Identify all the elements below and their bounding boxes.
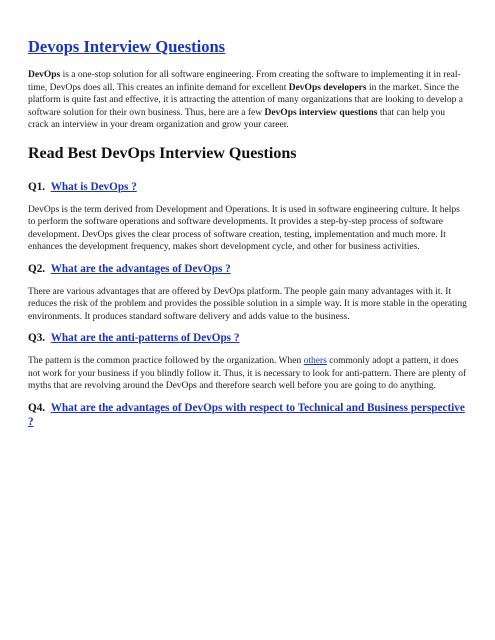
question-number: Q3. (28, 332, 46, 344)
question-link-q4[interactable]: What are the advantages of DevOps with respect to Technical and Business perspective ? (28, 401, 465, 428)
intro-text-1: is a one-stop solution for all software engineering. From creating the software to implementing it in real-time, DevOps does all. This creates an infinite demand for excellent (28, 70, 461, 93)
intro-bold-devops-developers: DevOps developers (288, 82, 367, 93)
answer-q2: There are various advantages that are offered by DevOps platform. The people gain many advantages with it. It reduces the risk of the problem and provides the possible solution in a simple way. It is more stable in the operating environments. It produces standard software delivery and adds value to the business. (28, 286, 467, 322)
intro-text-2: in the market. Since the platform is quite fast and effective, it is attracting the attention of many organizations that are looking to develop a software solution for their own business. Thus, here are a few (28, 82, 463, 118)
question-link-q3[interactable]: What are the anti-patterns of DevOps ? (50, 332, 240, 344)
intro-bold-interview-questions: DevOps interview questions (264, 107, 378, 118)
page-title[interactable] (28, 36, 467, 58)
question-heading-q2 (28, 262, 467, 276)
question-number: Q2. (28, 262, 46, 275)
question-heading-q4 (28, 401, 467, 429)
question-heading-q1 (28, 180, 467, 194)
section-heading: Read Best DevOps Interview Questions (28, 144, 297, 162)
intro-paragraph (28, 69, 467, 132)
question-number: Q1. (28, 180, 46, 193)
question-link-q2[interactable]: What are the advantages of DevOps ? (50, 262, 231, 275)
others-link[interactable]: others (303, 356, 327, 366)
question-heading-q3 (28, 331, 467, 345)
answer-q3-text-before: The pattern is the common practice followed by the organization. When (28, 356, 304, 366)
intro-text-3: that can help you crack an interview in your dream organization and grow your career. (28, 107, 445, 130)
answer-q3 (28, 355, 467, 393)
question-link-q1[interactable]: What is DevOps ? (50, 180, 137, 193)
answer-q1: DevOps is the term derived from Development and Operations. It is used in software engineering culture. It helps to perform the software operations and software developments. It provides a step-by-step process of software development. DevOps gives the clear process of software creation, testing, implementation and much more. It enhances the development frequency, makes short development cycle, and other for business activities. (28, 204, 460, 252)
answer-q3-text-after: commonly adopt a pattern, it does not work for your business if you blindly follow it. Thus, it is necessary to look for anti-pattern. There are plenty of myths that are revolving around the DevOps and therefore search well before you are going to do anything. (28, 356, 467, 391)
page-title-link[interactable]: Devops Interview Questions (28, 37, 226, 56)
intro-bold-devops: DevOps (28, 70, 61, 80)
question-number: Q4. (28, 401, 46, 414)
